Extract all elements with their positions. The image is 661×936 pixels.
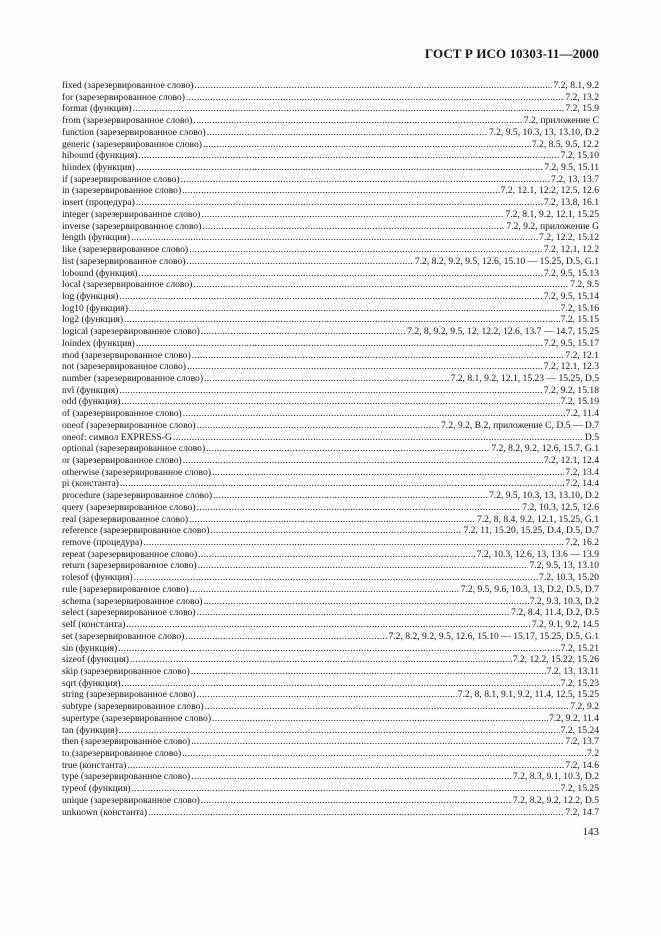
index-references: 7.2, 15.21 [560,642,599,654]
index-references: 7.2, 9.5, 13, 13.10 [529,560,599,572]
index-references: 7.2, 9.5, 15.11 [544,162,599,174]
index-term: skip (зарезервированное слово) [62,665,190,677]
dot-leader [201,795,512,807]
dot-leader [212,467,564,479]
index-entry [62,478,599,490]
index-term: number (зарезервированное слово) [62,372,204,384]
index-references: 7.2, 13.7 [565,736,599,748]
dot-leader [197,689,457,701]
index-references: 7.2, 13.8, 16.1 [543,197,599,209]
dot-leader [205,701,570,713]
dot-leader [186,256,413,268]
index-term: logical (зарезервированное слово) [62,326,200,338]
index-entry [62,771,599,783]
index-entry [62,385,599,397]
index-term: to (зарезервированное слово) [62,747,182,759]
index-term: return (зарезервированное слово) [62,560,197,572]
index-references: 7.2, 11.4 [565,408,599,420]
index-references: 7.2, 15.16 [560,302,599,314]
index-references: 7.2, 12.1, 12.2 [543,244,599,256]
index-references: 7.2, 8.1, 9.2 [553,80,599,91]
index-term: log2 (функция) [62,314,124,326]
index-term: inverse (зарезервированное слово) [62,220,202,232]
index-references: 7.2, 15.19 [560,396,599,408]
index-term: like (зарезервированное слово) [62,244,189,256]
index-references: 7.2, 8.2, 9.2, 12.2, D.5 [512,794,599,806]
index-references: 7.2, 8.4, 11.4, D.2, D.5 [511,607,599,619]
index-references: 7.2, 12.1, 12.2, 12.5, 12.6 [500,185,599,197]
index-term: pi (константа) [62,478,119,490]
index-term: rule (зарезервированное слово) [62,583,189,595]
dot-leader [148,807,564,819]
index-references: 7.2, 15.23 [560,677,599,689]
index-references: 7.2, 14.6 [565,759,599,771]
index-entry [62,689,599,701]
index-references: 7.2, 9.3, 10.3, D.2 [529,595,599,607]
index-entry [62,185,599,197]
index-term: sizeof (функция) [62,654,129,666]
index-references: 7.2, 14.7 [565,806,599,818]
dot-leader [197,607,511,619]
dot-leader [198,560,529,572]
index-entry [62,408,599,420]
dot-leader [143,537,564,549]
index-entry [62,760,599,772]
index-references: 7.2, 9.5, 15.17 [543,337,599,349]
index-references: 7.2, 12.1 [565,349,599,361]
dot-leader [120,478,565,490]
index-term: typeof (функция) [62,783,131,795]
index-entry [62,678,599,690]
index-references: 7.2, 15.15 [560,314,599,326]
index-references: 7.2, 15.25 [560,783,599,795]
dot-leader [119,725,560,737]
index-entry [62,338,599,350]
index-term: format (функция) [62,103,132,115]
index-entry [62,432,599,444]
index-term: length (функция) [62,232,131,244]
dot-leader [121,678,559,690]
index-list [62,80,599,818]
index-entry [62,619,599,631]
index-references: 7.2, 9.1, 9.2, 14.5 [531,619,599,631]
index-entry [62,596,599,608]
index-entry [62,291,599,303]
index-term: generic (зарезервированное слово) [62,138,202,150]
index-entry [62,103,599,115]
index-entry [62,713,599,725]
index-entry [62,373,599,385]
index-entry [62,92,599,104]
index-entry [62,502,599,514]
dot-leader [202,221,505,233]
index-references: 7.2, 9.5, 15.14 [543,290,599,302]
index-term: function (зарезервированное слово) [62,126,206,138]
index-term: mod (зарезервированное слово) [62,349,191,361]
index-term: sin (функция) [62,642,118,654]
index-references: 7.2, 9.5, 15.13 [543,267,599,279]
index-entry [62,795,599,807]
index-references: 7.2, 8, 9.2, 9.5, 12, 12.2, 12.6, 13.7 — 14.7, 15.25 [407,326,599,338]
index-references: 7.2, 9.5, 9.6, 10.3, 13, D.2, D.5, D.7 [460,583,599,595]
dot-leader [182,748,586,760]
index-entry [62,139,599,151]
index-references: 7.2, 8.2, 9.2, 9.5, 12.6, 15.10 — 15.25, D.5, G.1 [414,255,599,267]
index-term: if (зарезервированное слово) [62,173,180,185]
index-term: procedure (зарезервированное слово) [62,490,213,502]
index-references: 7.2, 9.5, 10.3, 13, 13.10, D.2 [488,126,599,138]
index-references: 7.2, 9.2, приложение G [506,220,599,232]
index-term: sqrt (функция) [62,677,121,689]
index-entry [62,443,599,455]
dot-leader [187,361,543,373]
index-term: hiindex (функция) [62,162,135,174]
dot-leader [191,736,564,748]
dot-leader [131,232,538,244]
index-term: for (зарезервированное слово) [62,91,185,103]
index-entry [62,244,599,256]
index-entry [62,80,599,92]
dot-leader [132,783,560,795]
index-term: integer (зарезервированное слово) [62,208,201,220]
index-entry [62,631,599,643]
index-entry [62,490,599,502]
index-term: reference (зарезервированное слово) [62,525,210,537]
index-references: 7.2, 8, 8.1, 9.1, 9.2, 11.4, 12.5, 15.25 [457,689,599,701]
dot-leader [124,314,560,326]
index-term: unique (зарезервированное слово) [62,794,200,806]
index-references: 7.2, приложение С [523,115,599,127]
index-entry [62,314,599,326]
index-references: 7.2, 12.2, 15.12 [539,232,599,244]
index-references: 7.2, 12.2, 15.22, 15.26 [512,654,599,666]
dot-leader [139,268,543,280]
index-references: 7.2, 10.3, 15.20 [539,572,599,584]
index-term: type (зарезервированное слово) [62,771,191,783]
dot-leader [181,174,550,186]
index-references: 7.2, 9.2, B.2, приложение С, D.5 — D.7 [441,419,599,431]
index-references: 7.2, 15.24 [560,724,599,736]
page-header: ГОСТ Р ИСО 10303-11—2000 [424,46,599,61]
index-entry [62,209,599,221]
index-references: 7.2, 16.2 [565,537,599,549]
dot-leader [183,408,565,420]
dot-leader [212,713,548,725]
dot-leader [136,162,543,174]
index-term: set (зарезервированное слово) [62,630,185,642]
index-term: then (зарезервированное слово) [62,736,191,748]
dot-leader [121,396,559,408]
index-references: 7.2, 9.2 [570,701,599,713]
index-term: string (зарезервированное слово) [62,689,196,701]
index-references: 7.2, 8.1, 9.2, 12.1, 15.25 [505,208,599,220]
index-entry [62,736,599,748]
index-entry [62,748,599,760]
index-term: true (константа) [62,759,127,771]
dot-leader [189,514,476,526]
index-term: query (зарезервированное слово) [62,501,196,513]
index-term: supertype (зарезервированное слово) [62,712,212,724]
index-term: loindex (функция) [62,337,135,349]
index-entry [62,232,599,244]
dot-leader [207,127,488,139]
index-term: oneof: символ EXPRESS-G [62,431,172,443]
index-term: rolesof (функция) [62,572,133,584]
index-references: 7.2, 12.1, 12.4 [543,455,599,466]
index-references: 7.2, 12.1, 12.3 [543,361,599,373]
dot-leader [186,92,565,104]
dot-leader [191,666,546,678]
dot-leader [201,326,406,338]
dot-leader [136,197,543,209]
index-entry [62,701,599,713]
index-entry [62,303,599,315]
index-term: or (зарезервированное слово) [62,455,182,466]
index-term: list (зарезервированное слово) [62,255,186,267]
index-references: 7.2, 10.3, 12.5, 12.6 [522,501,599,513]
index-term: tan (функция) [62,724,118,736]
index-term: odd (функция) [62,396,121,408]
index-entry [62,514,599,526]
dot-leader [206,443,490,455]
index-term: lobound (функция) [62,267,138,279]
index-entry [62,361,599,373]
dot-leader [203,596,528,608]
index-references: 7.2, 9.5 [570,279,599,291]
index-entry [62,560,599,572]
index-term: remove (процедура) [62,537,143,549]
index-entry [62,268,599,280]
index-references: 7.2, 8.5, 9.5, 12.2 [531,138,599,150]
index-term: nvl (функция) [62,384,119,396]
index-term: self (константа) [62,619,126,631]
index-references: 7.2, 13, 13.7 [551,173,599,185]
index-entry [62,150,599,162]
dot-leader [193,279,569,291]
dot-leader [136,338,543,350]
index-references: 7.2, 8, 8.4, 9.2, 12.1, 15.25, G.1 [476,513,599,525]
dot-leader [197,502,522,514]
index-term: repeat (зарезервированное слово) [62,548,198,560]
index-references: D.5 [584,431,599,443]
index-references: 7.2, 9.5, 10.3, 13, 13.10, D.2 [488,490,599,502]
dot-leader [190,584,460,596]
index-entry [62,807,599,819]
index-term: log10 (функция) [62,302,128,314]
dot-leader [126,619,531,631]
dot-leader [203,139,531,151]
index-term: hibound (функция) [62,150,138,162]
index-references: 7.2, 13.2 [565,91,599,103]
index-entry [62,326,599,338]
index-entry [62,115,599,127]
dot-leader [185,631,387,643]
dot-leader [193,115,522,127]
dot-leader [183,455,543,467]
dot-leader [197,420,441,432]
index-term: from (зарезервированное слово) [62,115,193,127]
index-term: fixed (зарезервированное слово) [62,80,194,91]
index-term: unknown (константа) [62,806,148,818]
index-references: 7.2, 14.4 [565,478,599,490]
index-references: 7.2, 15.10 [560,150,599,162]
index-entry [62,455,599,467]
index-references: 7.2, 8.3, 9.1, 10.3, D.2 [512,771,599,783]
dot-leader [204,373,450,385]
index-entry [62,221,599,233]
index-entry [62,350,599,362]
index-entry [62,197,599,209]
index-entry [62,174,599,186]
index-term: real (зарезервированное слово) [62,513,189,525]
index-term: local (зарезервированное слово) [62,279,193,291]
index-term: not (зарезервированное слово) [62,361,186,373]
dot-leader [191,771,512,783]
index-entry [62,127,599,139]
index-term: subtype (зарезервированное слово) [62,701,204,713]
index-term: in (зарезервированное слово) [62,185,182,197]
index-entry [62,525,599,537]
index-references: 7.2, 9.2, 11.4 [548,712,599,724]
page-number: 143 [582,826,599,838]
index-entry [62,666,599,678]
index-references: 7.2, 8.1, 9.2, 12.1, 15.23 — 15.25, D.5 [450,372,599,384]
dot-leader [118,643,559,655]
dot-leader [189,244,543,256]
index-references: 7.2, 13.4 [565,466,599,478]
dot-leader [201,209,504,221]
dot-leader [213,490,488,502]
dot-leader [129,303,560,315]
index-entry [62,537,599,549]
index-entry [62,584,599,596]
dot-leader [194,80,552,92]
dot-leader [192,350,565,362]
dot-leader [119,291,543,303]
index-references: 7.2, 8.2, 9.2, 12.6, 15.7, G.1 [491,443,599,455]
index-entry [62,396,599,408]
dot-leader [134,572,538,584]
index-entry [62,654,599,666]
dot-leader [198,549,476,561]
index-term: otherwise (зарезервированное слово) [62,466,212,478]
index-term: schema (зарезервированное слово) [62,595,203,607]
index-entry [62,607,599,619]
index-references: 7.2, 8.2, 9.2, 9.5, 12.6, 15.10 — 15.17, 15.25, D.5, G.1 [388,630,599,642]
dot-leader [173,432,584,444]
index-term: log (функция) [62,290,119,302]
index-entry [62,162,599,174]
index-entry [62,725,599,737]
index-references: 7.2, 11, 15.20, 15.25, D.4, D.5, D.7 [463,525,599,537]
index-term: select (зарезервированное слово) [62,607,196,619]
index-entry [62,549,599,561]
index-entry [62,420,599,432]
index-references: 7.2 [587,747,599,759]
index-entry [62,279,599,291]
index-term: optional (зарезервированное слово) [62,443,206,455]
index-entry [62,467,599,479]
index-term: oneof (зарезервированное слово) [62,419,196,431]
dot-leader [210,525,462,537]
index-entry [62,256,599,268]
index-entry [62,783,599,795]
dot-leader [182,185,499,197]
dot-leader [133,103,565,115]
index-references: 7.2, 9.2, 15.18 [543,384,599,396]
index-term: insert (процедура) [62,197,135,209]
index-entry [62,572,599,584]
dot-leader [127,760,564,772]
dot-leader [119,385,543,397]
index-references: 7.2, 10.3, 12.6, 13, 13.6 — 13.9 [476,548,599,560]
index-entry [62,643,599,655]
index-references: 7.2, 15.9 [565,103,599,115]
dot-leader [139,150,560,162]
dot-leader [130,654,512,666]
index-term: of (зарезервированное слово) [62,408,182,420]
index-references: 7.2, 13, 13.11 [546,665,599,677]
